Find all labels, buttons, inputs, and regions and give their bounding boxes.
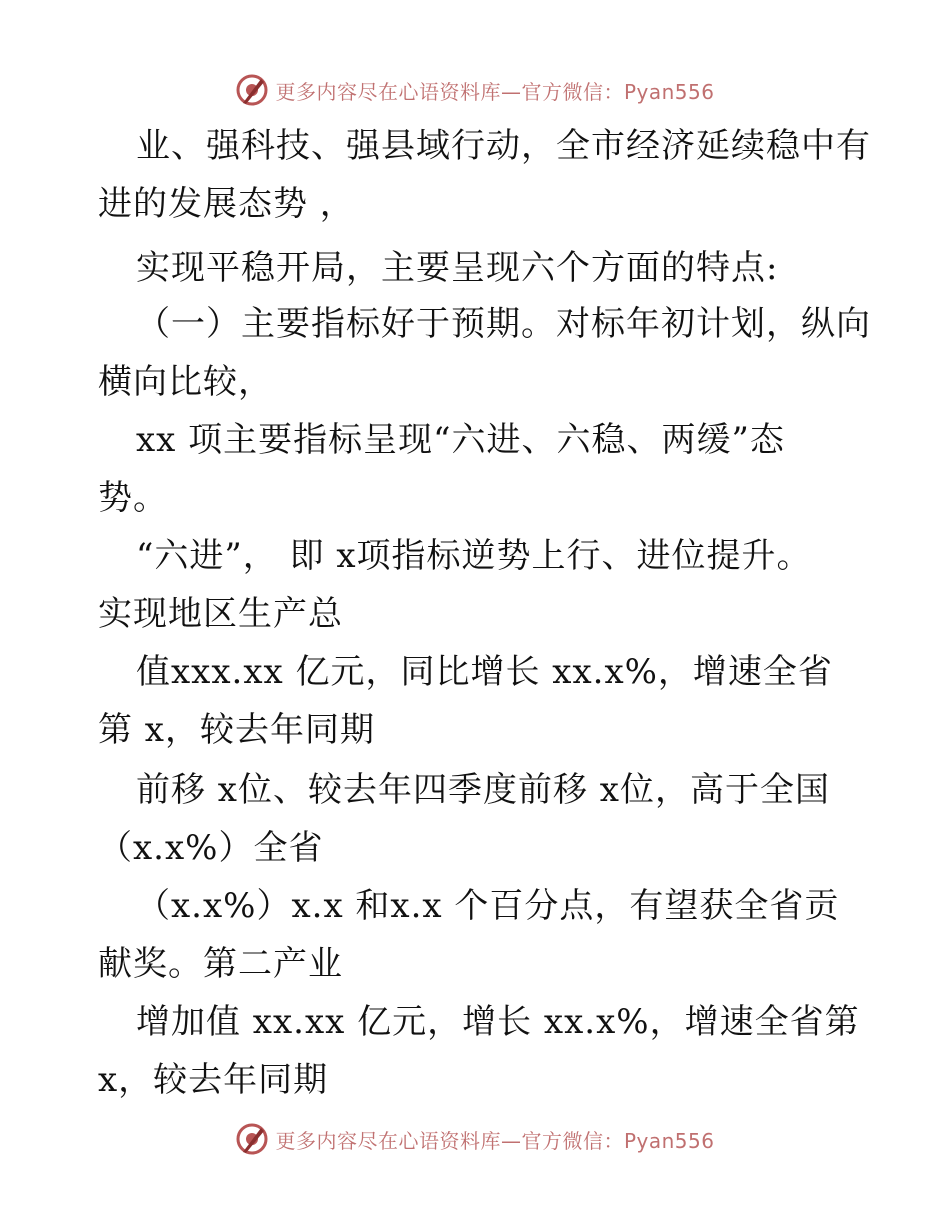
text-line: 前移 x位、较去年四季度前移 x位，高于全国	[136, 770, 830, 810]
text-line: 实现平稳开局，主要呈现六个方面的特点:	[136, 248, 779, 288]
text-line: 实现地区生产总	[98, 594, 343, 634]
text-line: （x.x%）全省	[98, 828, 324, 868]
quill-seal-icon	[235, 1122, 269, 1156]
text-line: （x.x%）x.x 和x.x 个百分点，有望获全省贡	[136, 886, 840, 926]
text-line: 增加值 xx.xx 亿元，增长 xx.x%，增速全省第	[136, 1002, 860, 1042]
text-line: 进的发展态势 ，	[98, 184, 355, 224]
watermark-text: 更多内容尽在心语资料库—官方微信：Pyan556	[275, 79, 715, 104]
text-line: x，较去年同期	[98, 1060, 329, 1100]
text-line: 第 x，较去年同期	[98, 710, 375, 750]
text-line: 业、强科技、强县域行动，全市经济延续稳中有	[136, 126, 871, 166]
watermark-text: 更多内容尽在心语资料库—官方微信：Pyan556	[275, 1128, 715, 1153]
text-line: （一）主要指标好于预期。对标年初计划，纵向	[136, 304, 871, 344]
text-line: 献奖。第二产业	[98, 944, 343, 984]
text-line: xx 项主要指标呈现“六进、六稳、两缓”态	[136, 420, 785, 460]
header-watermark-banner	[0, 70, 950, 110]
text-line: “六进”， 即 x项指标逆势上行、进位提升。	[136, 536, 812, 576]
text-line: 势。	[98, 478, 168, 518]
quill-seal-icon	[235, 73, 269, 107]
text-line: 值xxx.xx 亿元，同比增长 xx.x%，增速全省	[136, 652, 833, 692]
footer-watermark-banner	[0, 1119, 950, 1159]
text-line: 横向比较，	[98, 362, 273, 402]
